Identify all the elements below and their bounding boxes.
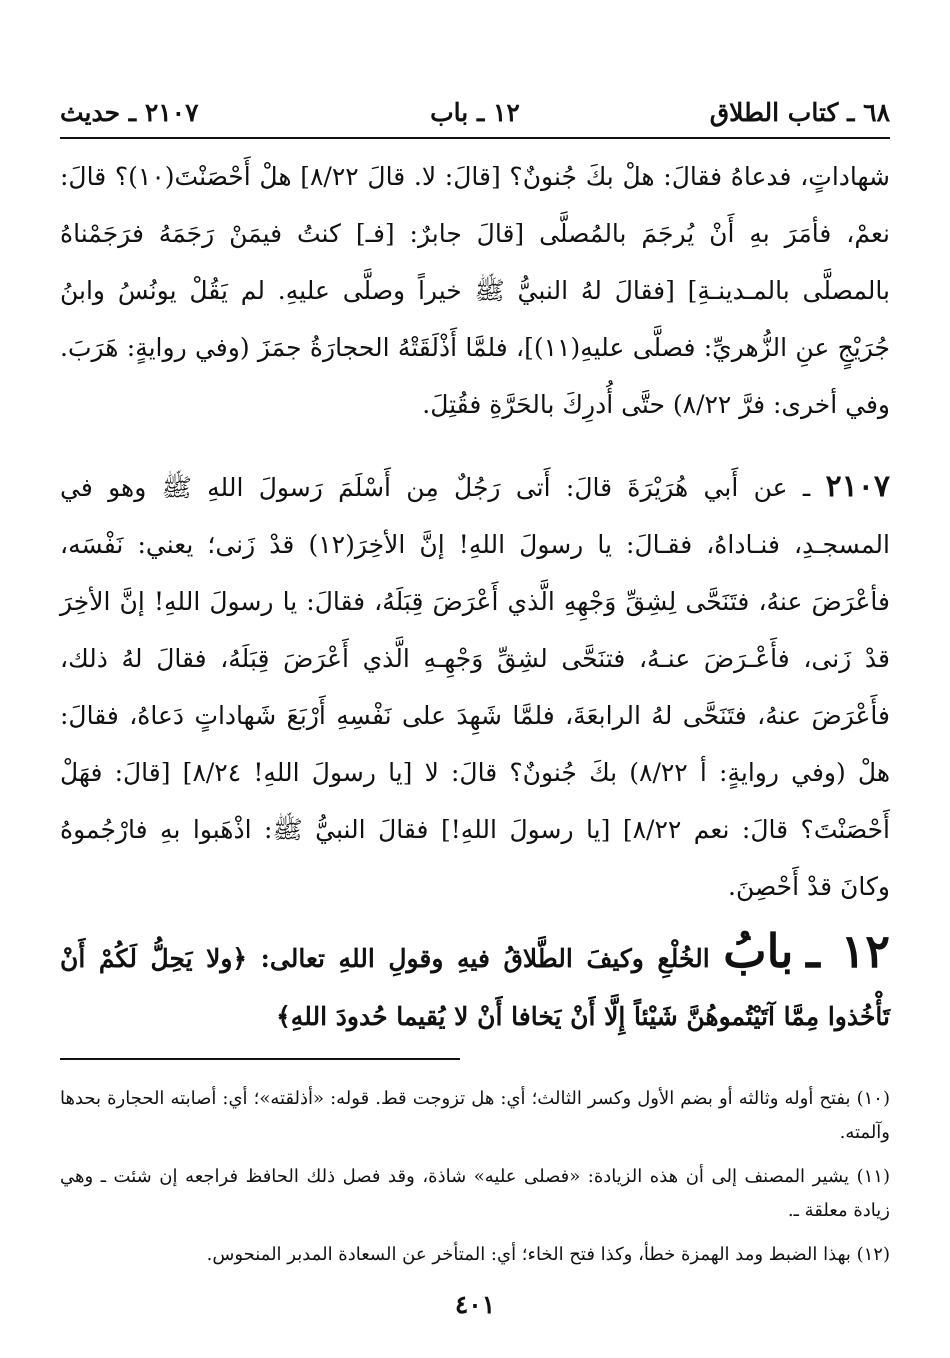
header-book-title: ٦٨ ـ كتاب الطلاق [709,97,890,127]
chapter-word: بابُ [723,924,794,978]
hadith-text: ـ عن أَبي هُرَيْرَةَ قالَ: أَتى رَجُلٌ مِن أَسْلَمَ رَسولَ اللهِ ﷺ وهو في المسجـدِ، فنـاداهُ، فقـالَ: يا رسولَ اللهِ! إنَّ الأخِرَ(١٢) قدْ زَنى؛ يعني: نَفْسَه، فأعْرَضَ عنهُ، فتَنَحَّى لِشِقِّ وَجْهِهِ الَّذي أَعْرَضَ قِبَلَهُ، فقالَ: يا رسولَ اللهِ! إنَّ الأخِرَ قدْ زَنى، فأَعْـرَضَ عنـهُ، فتنَحَّى لشِقِّ وَجْهِـهِ الَّذي أَعْرَضَ قِبَلَهُ، فقالَ لهُ ذلك، فأَعْرَضَ عنهُ، فتَنَحَّى لهُ الرابعَةَ، فلمَّا شَهِدَ على نَفْسِهِ أَرْبَعَ شَهاداتٍ دَعاهُ، فقالَ: هلْ (وفي روايةٍ: أ ٨/٢٢) بكَ جُنونٌ؟ قالَ: لا [يا رسولَ اللهِ! ٨/٢٤] [قالَ: فهَلْ أَحْصَنْتَ؟ قالَ: نعم ٨/٢٢] [يا رسولَ اللهِ!] فقالَ النبيُّ ﷺ: اذْهَبوا بهِ فارْجُموهُ وكانَ قدْ أَحْصِنَ. [60,473,891,901]
footnote-10: (١٠) بفتح أوله وثالثه أو بضم الأول وكسر الثالث؛ أي: هل تزوجت قط. قوله: «أذلقته»؛ أي: أصابته الحجارة بحدها وآلمته. [60,1088,890,1143]
page-number: ٤٠١ [454,1290,496,1319]
footnote-11: (١١) يشير المصنف إلى أن هذه الزيادة: «فصلى عليه» شاذة، وقد فصل ذلك الحافظ فراجعه إن شئت ـ وهي زيادة معلقة ـ. [60,1166,890,1221]
hadith-paragraph [60,458,890,915]
chapter-number: ١٢ ـ [806,924,890,978]
running-header [60,92,890,132]
header-chapter: ١٢ ـ باب [430,97,520,127]
paragraph-continued: شهاداتٍ، فدعاهُ فقالَ: هلْ بكَ جُنونٌ؟ [قالَ: لا. قالَ ٨/٢٢] هلْ أَحْصَنْتَ(١٠)؟ قالَ: نعمْ، فأمَرَ بهِ أَنْ يُرجَمَ بالمُصلَّى [قالَ جابرٌ: [فـ] كنتُ فيمَنْ رَجَمَهُ فرَجَمْناهُ بالمصلَّى بالمـدينـةِ] [فقالَ لهُ النبيُّ ﷺ خيراً وصلَّى عليهِ. لم يَقُلْ يونُسُ وابنُ جُرَيْجٍ عنِ الزُّهريِّ: فصلَّى عليهِ(١١)]، فلمَّا أَذْلَقَتْهُ الحجارَةُ جمَزَ (وفي روايةٍ: هَرَبَ. وفي أخرى: فرَّ ٨/٢٢) حتَّى أُدرِكَ بالحَرَّةِ فقُتِلَ. [60,162,890,419]
hadith-number: ٢١٠٧ [825,469,890,504]
footnotes [60,1082,890,1282]
footnote-12: (١٢) بهذا الضبط ومد الهمزة خطأ، وكذا فتح الخاء؛ أي: المتأخر عن السعادة المدبر المنحوس. [206,1244,890,1265]
chapter-heading [60,922,890,1046]
header-hadith-number: ٢١٠٧ ـ حديث [59,97,199,127]
footnote-divider [60,1058,460,1060]
header-divider [60,137,890,139]
chapter-title: الخُلْعِ وكيفَ الطَّلاقُ فيهِ وقولِ اللهِ تعالى: ﴿ولا يَحِلُّ لَكُمْ أَنْ تَأْخُذوا مِمَّا آتَيْتُموهُنَّ شَيْئاً إِلَّا أَنْ يَخافا أَنْ لا يُقيما حُدودَ اللهِ﴾ [60,944,890,1031]
